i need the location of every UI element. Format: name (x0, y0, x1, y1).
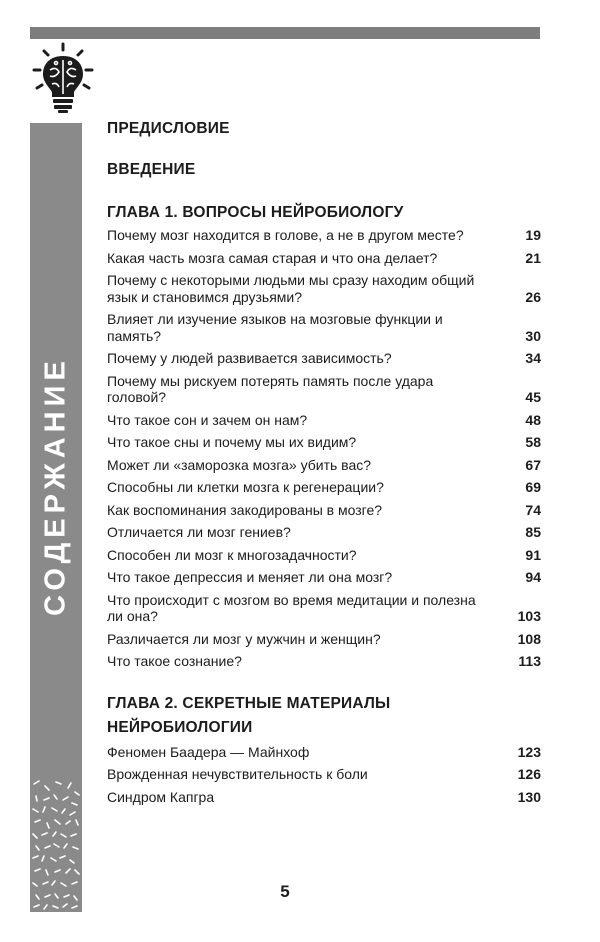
toc-entry-title: Синдром Капгра (107, 788, 215, 805)
toc-entry-title: Может ли «заморозка мозга» убить вас? (107, 456, 372, 473)
toc-entry-title: Способен ли мозг к многозадачности? (107, 546, 357, 563)
toc-entry-page: 67 (525, 456, 541, 473)
toc-entry-title: Как воспоминания закодированы в мозге? (107, 501, 383, 518)
chapter-2-title-line-2[interactable]: НЕЙРОБИОЛОГИИ (107, 718, 253, 736)
toc-entry-page: 69 (525, 479, 541, 495)
toc-entry-page: 48 (525, 411, 541, 428)
toc-entry[interactable] (107, 524, 541, 541)
toc-entry-page: 85 (525, 524, 541, 540)
toc-preface[interactable]: ПРЕДИСЛОВИЕ (107, 120, 230, 137)
toc-entry-title: Феномен Баадера — Майнхоф (107, 743, 310, 760)
toc-entry-page: 130 (517, 788, 541, 805)
toc-entry-title: Влияет ли изучение языков на мозговые функции и память? (107, 311, 443, 344)
brain-lightbulb-icon (28, 42, 98, 114)
toc-entry-page: 91 (525, 546, 541, 563)
toc-entry-title: Различается ли мозг у мужчин и женщин? (107, 630, 381, 647)
toc-entry-title: Что такое сознание? (107, 653, 242, 669)
toc-entry-page: 113 (518, 653, 541, 669)
toc-entry[interactable] (107, 789, 541, 806)
toc-entry[interactable] (107, 744, 541, 761)
toc-entry-page: 123 (517, 743, 541, 760)
toc-entry[interactable] (107, 631, 541, 648)
toc-entry-title: Почему с некоторыми людьми мы сразу находим общий язык и становимся друзьями? (107, 272, 475, 305)
chapter-2-title-line-1[interactable]: ГЛАВА 2. СЕКРЕТНЫЕ МАТЕРИАЛЫ (107, 694, 391, 712)
toc-entry[interactable] (107, 653, 541, 670)
toc-entry-title: Почему у людей развивается зависимость? (107, 350, 392, 366)
toc-entry[interactable] (107, 592, 541, 625)
toc-entry[interactable] (107, 434, 541, 451)
toc-entry-page: 58 (525, 434, 541, 450)
toc-entry[interactable] (107, 569, 541, 586)
toc-entry-page: 74 (525, 501, 541, 518)
toc-entry-page: 45 (525, 389, 541, 405)
toc-entry-title: Что происходит с мозгом во время медитации и полезна ли она? (107, 591, 476, 624)
toc-entry-page: 108 (517, 630, 541, 647)
toc-entry-title: Какая часть мозга самая старая и что она делает? (107, 249, 438, 266)
toc-entry-page: 30 (525, 327, 541, 344)
toc-entry-title: Отличается ли мозг гениев? (107, 524, 291, 540)
toc-entry[interactable] (107, 479, 541, 496)
top-bar (30, 27, 540, 39)
table-of-contents (107, 119, 541, 811)
toc-entry[interactable] (107, 502, 541, 519)
chapter-1-title[interactable]: ГЛАВА 1. ВОПРОСЫ НЕЙРОБИОЛОГУ (107, 204, 404, 221)
toc-introduction[interactable]: ВВЕДЕНИЕ (107, 161, 196, 178)
toc-entry[interactable] (107, 412, 541, 429)
toc-entry[interactable] (107, 373, 541, 406)
toc-entry[interactable] (107, 457, 541, 474)
toc-entry-title: Что такое сон и зачем он нам? (107, 411, 308, 428)
toc-entry[interactable] (107, 250, 541, 267)
toc-entry[interactable] (107, 350, 541, 367)
toc-entry-title: Что такое сны и почему мы их видим? (107, 434, 357, 450)
page-number: 5 (280, 882, 290, 901)
toc-entry-page: 103 (517, 608, 541, 624)
toc-entry-page: 21 (525, 249, 541, 266)
toc-entry-page: 126 (517, 766, 541, 782)
toc-entry-page: 34 (525, 350, 541, 366)
toc-entry[interactable] (107, 547, 541, 564)
chapter-1-entries (107, 227, 541, 670)
toc-entry-page: 26 (525, 288, 541, 305)
toc-entry-page: 19 (525, 227, 541, 243)
toc-entry-title: Способны ли клетки мозга к регенерации? (107, 479, 384, 495)
toc-entry-title: Что такое депрессия и меняет ли она мозг? (107, 569, 393, 585)
toc-entry[interactable] (107, 227, 541, 244)
side-title: СОДЕРЖАНИЕ (39, 356, 72, 616)
toc-entry-page: 94 (525, 569, 541, 585)
chapter-2-entries (107, 744, 541, 806)
toc-entry[interactable] (107, 766, 541, 783)
toc-entry-title: Почему мозг находится в голове, а не в другом месте? (107, 227, 464, 243)
toc-entry-title: Врожденная нечувствительность к боли (107, 766, 368, 782)
toc-entry[interactable] (107, 272, 541, 305)
toc-entry[interactable] (107, 311, 541, 344)
toc-entry-title: Почему мы рискуем потерять память после удара головой? (107, 372, 434, 405)
